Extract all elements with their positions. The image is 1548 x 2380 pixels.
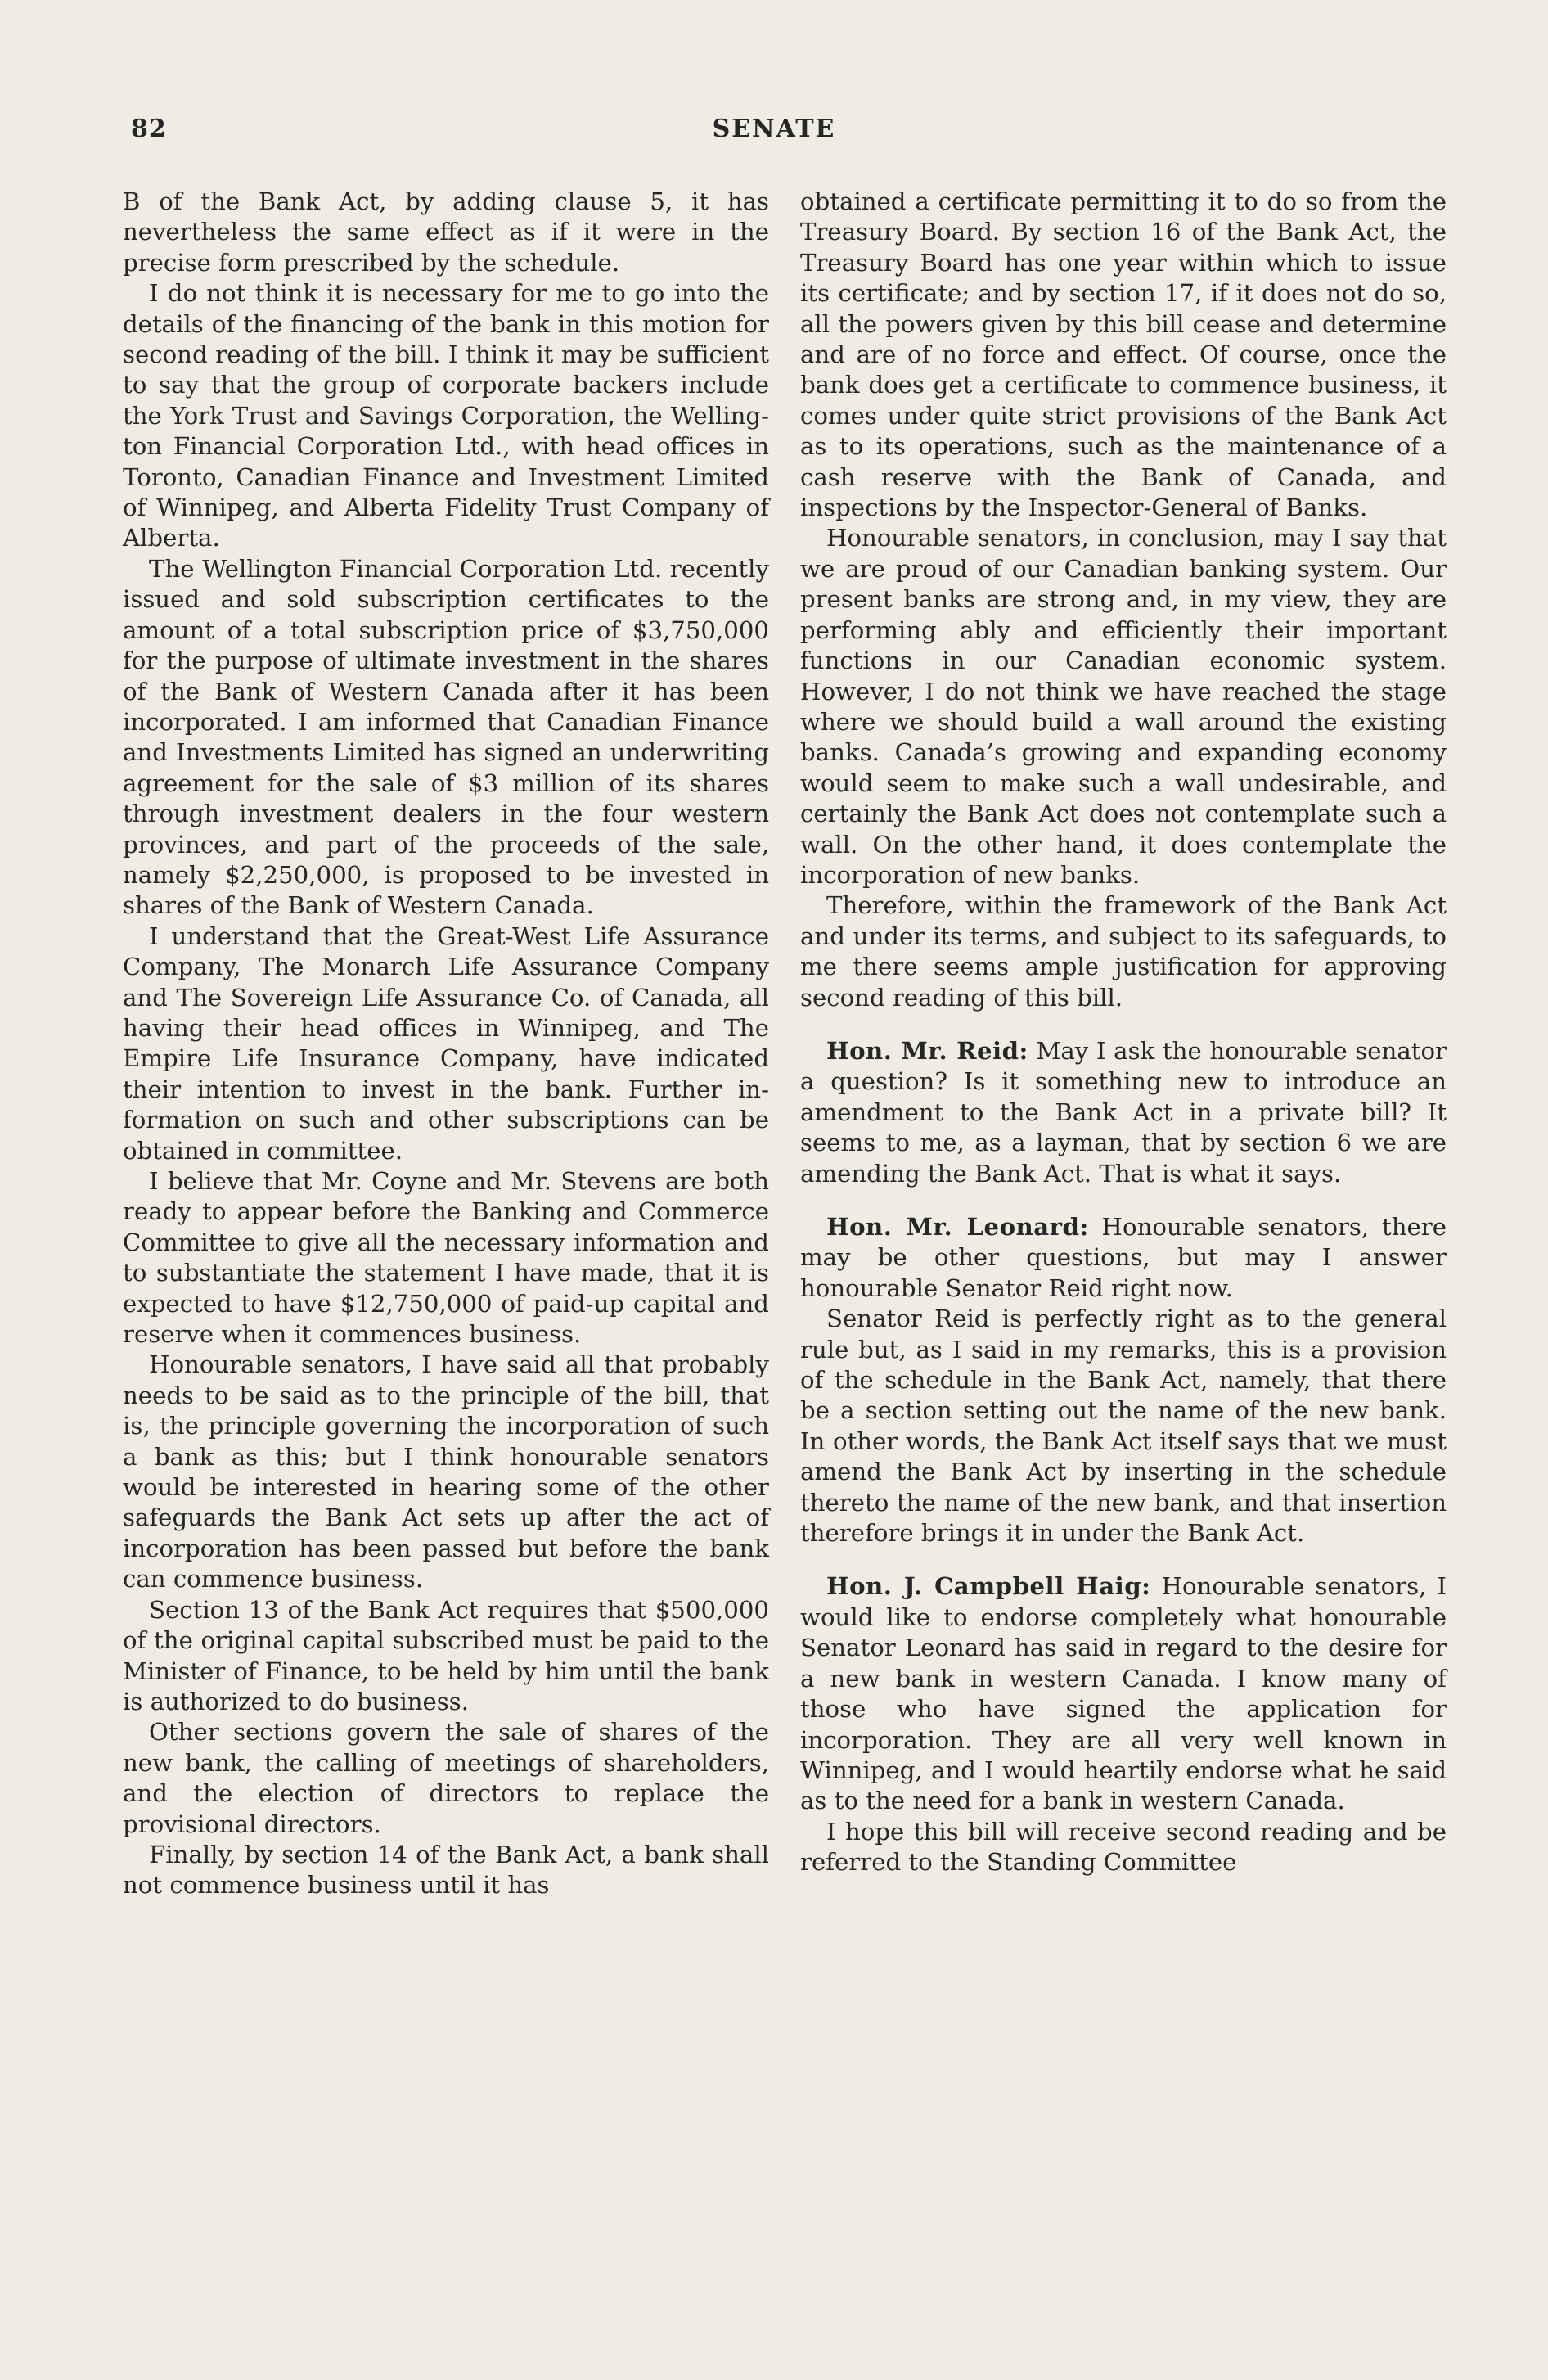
paragraph: Finally, by section 14 of the Bank Act, a bank shall not commence business until it has [123,1840,769,1900]
speech-paragraph [800,1571,1447,1816]
speaker-name: Hon. Mr. Leonard: [826,1213,1089,1241]
right-column [800,187,1447,1878]
paragraph: Other sections govern the sale of shares of the new bank, the calling of meetings of shareholders, and the election of directors to replace the provisional directors. [123,1718,769,1838]
paragraph: I understand that the Great-West Life Assurance Company, The Monarch Life Assurance Company and The Sovereign Life Assurance Co. of Canada, all having their head offices in Winnipeg, and The Empire Life Insurance Company, have indicated their intention to invest in the bank. Further information on such and other subscriptions can be obtained in committee. [123,922,769,1165]
paragraph: Therefore, within the framework of the Bank Act and under its terms, and subject to its safeguards, to me there seems ample justification for approving second reading of this bill. [800,891,1447,1012]
speaker-name: Hon. Mr. Reid: [826,1036,1028,1065]
speech-text: May I ask the honourable senator a question? Is it something new to introduce an amendment to the Bank Act in a private bill? It seems to me, as a layman, that by section 6 we are amending the Bank Act. That is what it says. [800,1036,1447,1188]
paragraph: I believe that Mr. Coyne and Mr. Stevens are both ready to appear before the Banking and Commerce Committee to give all the necessary information and to substantiate the statement I have made, that it is expected to have $12,750,000 of paid-up capital and reserve when it commences business. [123,1167,769,1349]
page-number: 82 [131,115,167,143]
speech-text: Honourable senators, there may be other questions, but may I answer honourable Senator Reid right now. [800,1213,1447,1302]
speech-paragraph [800,1212,1447,1304]
speech-paragraph [800,1036,1447,1189]
running-head: SENATE [712,115,836,143]
paragraph: The Wellington Financial Corporation Ltd. recently issued and sold subscription certificates to the amount of a total subscription price of $3,750,000 for the purpose of ultimate investment in the shares of the Bank of Western Canada after it has been incorporated. I am informed that Canadian Finance and Investments Limited has signed an underwriting agreement for the sale of $3 million of its shares through investment dealers in the four western provinces, and part of the proceeds of the sale, namely $2,250,000, is proposed to be invested in shares of the Bank of Western Canada. [123,554,769,920]
paragraph: Honourable senators, in conclusion, may I say that we are proud of our Canadian banking system. Our present banks are strong and, in my view, they are performing ably and efficiently their important functions in our Canadian economic system. However, I do not think we have reached the stage where we should build a wall around the existing banks. Canada’s growing and expanding economy would seem to make such a wall undesirable, and certainly the Bank Act does not contemplate such a wall. On the other hand, it does contemplate the incorporation of new banks. [800,524,1447,889]
speech-text: Honourable senators, I would like to endorse completely what honourable Senator Leonard has said in regard to the desire for a new bank in western Canada. I know many of those who have signed the application for incorporation. They are all very well known in Winnipeg, and I would heartily endorse what he said as to the need for a bank in western Canada. [800,1572,1447,1815]
paragraph: I hope this bill will receive second reading and be referred to the Standing Committee [800,1817,1447,1877]
paragraph: obtained a certificate permitting it to do so from the Treasury Board. By section 16 of the Bank Act, the Treasury Board has one year within which to issue its certificate; and by section 17, if it does not do so, all the powers given by this bill cease and determine and are of no force and effect. Of course, once the bank does get a certificate to commence business, it comes under quite strict provisions of the Bank Act as to its operations, such as the maintenance of a cash reserve with the Bank of Canada, and inspections by the Inspector-General of Banks. [800,187,1447,522]
paragraph: Senator Reid is perfectly right as to the general rule but, as I said in my remarks, this is a provision of the schedule in the Bank Act, namely, that there be a section setting out the name of the new bank. In other words, the Bank Act itself says that we must amend the Bank Act by inserting in the schedule thereto the name of the new bank, and that insertion therefore brings it in under the Bank Act. [800,1305,1447,1548]
paragraph: Section 13 of the Bank Act requires that $500,000 of the original capital subscribed must be paid to the Minister of Finance, to be held by him until the bank is authorized to do business. [123,1595,769,1715]
paragraph: Honourable senators, I have said all that probably needs to be said as to the principle of the bill, that is, the principle governing the incorporation of such a bank as this; but I think honourable senators would be interested in hearing some of the other safeguards the Bank Act sets up after the act of incorporation has been passed but before the bank can commence business. [123,1350,769,1593]
speaker-name: Hon. J. Campbell Haig: [826,1572,1151,1601]
paragraph: I do not think it is necessary for me to go into the details of the financing of the bank in this motion for second reading of the bill. I think it may be sufficient to say that the group of corporate backers include the York Trust and Savings Corporation, the Wellington Financial Corporation Ltd., with head offices in Toronto, Canadian Finance and Investment Limited of Winnipeg, and Alberta Fidelity Trust Company of Alberta. [123,279,769,552]
left-column [123,187,769,1901]
page-header [0,115,1548,156]
paragraph: B of the Bank Act, by adding clause 5, it has nevertheless the same effect as if it were in the precise form prescribed by the schedule. [123,187,769,277]
